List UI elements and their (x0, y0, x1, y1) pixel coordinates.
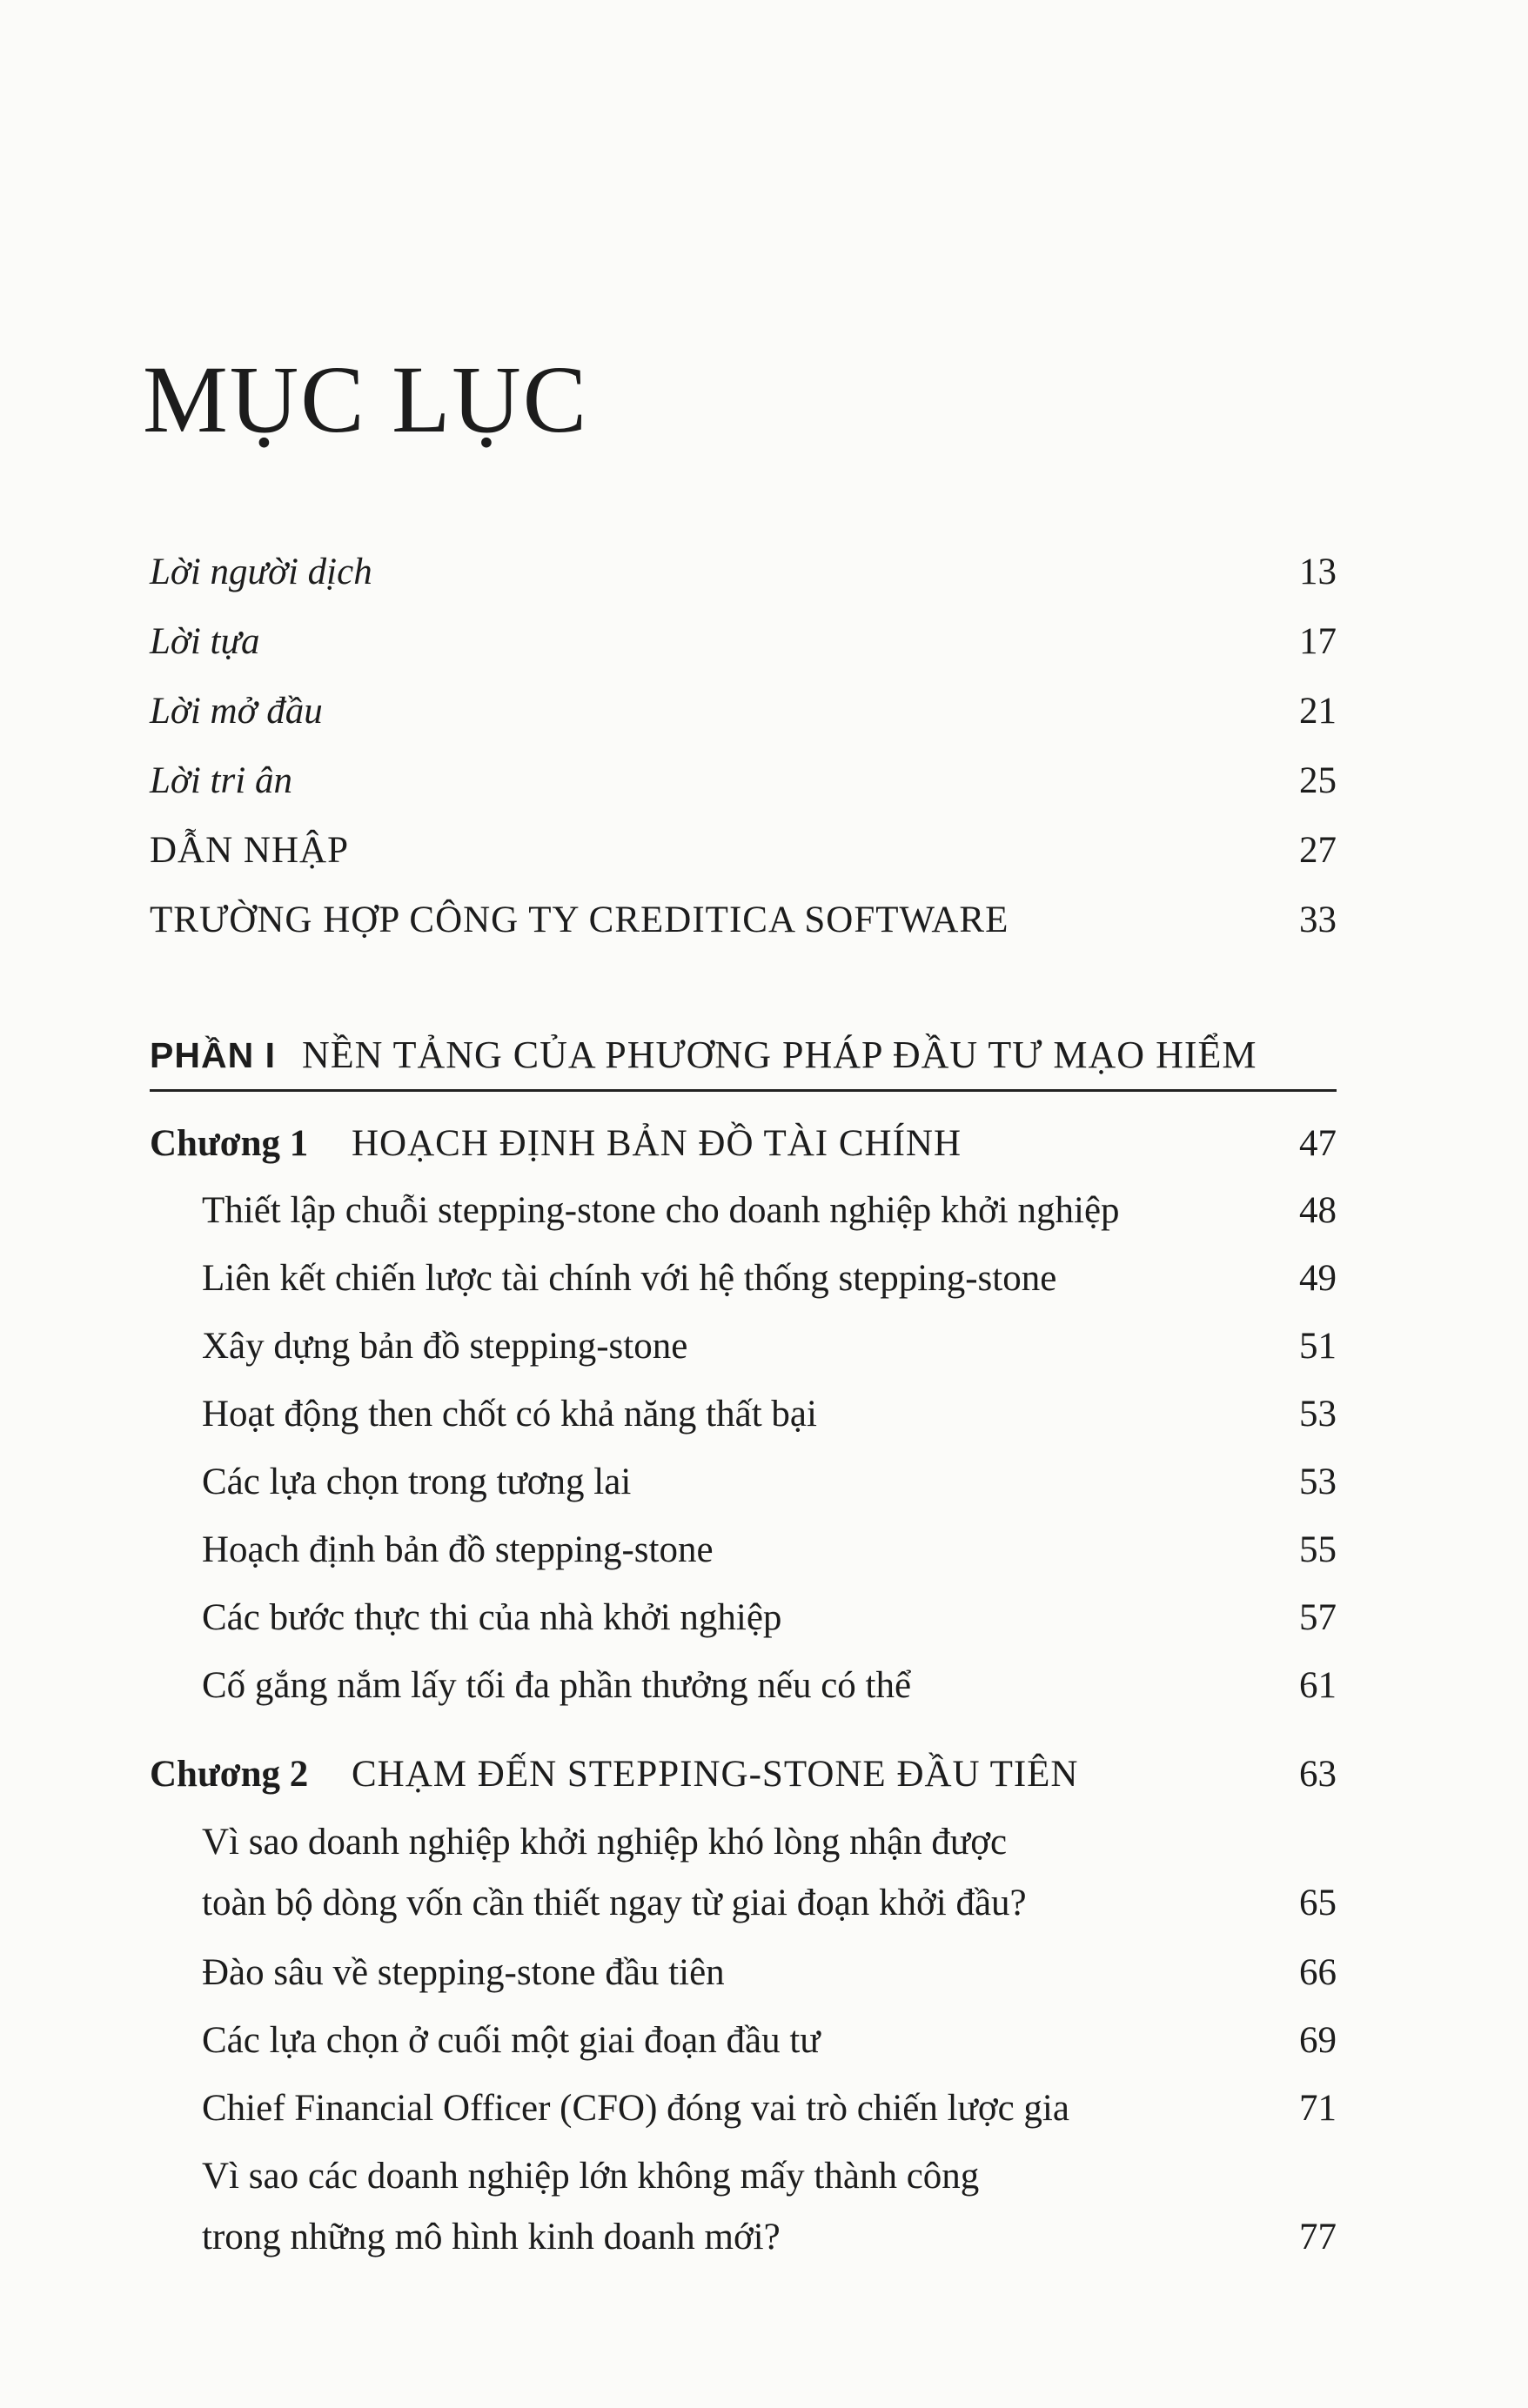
toc-entry-introduction[interactable] (150, 825, 1337, 877)
toc-entry-case-study[interactable] (150, 894, 1337, 946)
toc-page-number: 21 (1299, 691, 1337, 732)
toc-entry-translator-note[interactable] (150, 546, 1337, 599)
page-title: MỤC LỤC (143, 345, 589, 452)
toc-page-number: 48 (1299, 1190, 1337, 1231)
toc-section-label: Các bước thực thi của nhà khởi nghiệp (202, 1597, 782, 1638)
toc-page-number: 65 (1299, 1883, 1337, 1923)
toc-entry-label: TRƯỜNG HỢP CÔNG TY CREDITICA SOFTWARE (150, 900, 1009, 940)
toc-page-number: 47 (1299, 1123, 1337, 1164)
toc-entry-preface[interactable] (150, 616, 1337, 668)
toc-section[interactable] (202, 1456, 1337, 1508)
toc-page-number: 66 (1299, 1952, 1337, 1993)
toc-page-number: 25 (1299, 760, 1337, 801)
toc-section[interactable] (202, 2083, 1337, 2135)
part-heading (150, 1027, 1337, 1092)
part-title: NỀN TẢNG CỦA PHƯƠNG PHÁP ĐẦU TƯ MẠO HIỂM (301, 1033, 1257, 1076)
chapter-number: Chương 1 (150, 1123, 309, 1164)
toc-page-number: 27 (1299, 830, 1337, 871)
toc-chapter-1[interactable] (150, 1118, 1337, 1170)
toc-section-label: Hoạt động then chốt có khả năng thất bại (202, 1394, 817, 1435)
toc-section-label: Vì sao doanh nghiệp khởi nghiệp khó lòng nhận được (202, 1822, 1008, 1863)
toc-section[interactable] (202, 1947, 1337, 1999)
toc-section-label: Chief Financial Officer (CFO) đóng vai trò chiến lược gia (202, 2088, 1069, 2129)
toc-page-number: 77 (1299, 2217, 1337, 2258)
toc-section[interactable] (202, 2015, 1337, 2067)
toc-section[interactable] (202, 1660, 1337, 1712)
toc-entry-label: Lời mở đầu (150, 691, 323, 732)
toc-page-number: 17 (1299, 621, 1337, 662)
chapter-title: CHẠM ĐẾN STEPPING-STONE ĐẦU TIÊN (352, 1754, 1079, 1795)
toc-page-number: 57 (1299, 1597, 1337, 1638)
toc-page-number: 71 (1299, 2088, 1337, 2129)
toc-section-label: Liên kết chiến lược tài chính với hệ thống stepping-stone (202, 1258, 1057, 1299)
toc-page-number: 51 (1299, 1326, 1337, 1367)
toc-section-label-continued: toàn bộ dòng vốn cần thiết ngay từ giai đoạn khởi đầu? (202, 1883, 1027, 1923)
toc-entry-label: Lời tri ân (150, 760, 292, 801)
toc-section[interactable] (202, 1388, 1337, 1441)
toc-section-label: Cố gắng nắm lấy tối đa phần thưởng nếu có thể (202, 1665, 912, 1706)
toc-section-label: Các lựa chọn trong tương lai (202, 1462, 632, 1502)
toc-section[interactable] (202, 1253, 1337, 1305)
toc-page-number: 53 (1299, 1462, 1337, 1502)
toc-section-label: Các lựa chọn ở cuối một giai đoạn đầu tư (202, 2020, 821, 2061)
toc-section[interactable] (202, 1816, 1337, 1930)
toc-section[interactable] (202, 1185, 1337, 1237)
toc-entry-label: Lời người dịch (150, 552, 372, 592)
toc-entry-label: DẪN NHẬP (150, 830, 349, 871)
toc-section-label: Đào sâu về stepping-stone đầu tiên (202, 1952, 725, 1993)
toc-page-number: 63 (1299, 1754, 1337, 1795)
toc-chapter-2[interactable] (150, 1749, 1337, 1801)
toc-page-number: 13 (1299, 552, 1337, 592)
toc-page-number: 55 (1299, 1529, 1337, 1570)
toc-section[interactable] (202, 1524, 1337, 1576)
toc-page-number: 49 (1299, 1258, 1337, 1299)
toc-section[interactable] (202, 1321, 1337, 1373)
toc-page-number: 53 (1299, 1394, 1337, 1435)
toc-section-label: Vì sao các doanh nghiệp lớn không mấy thành công (202, 2156, 980, 2197)
part-label: PHẦN I (150, 1035, 276, 1075)
toc-section[interactable] (202, 1592, 1337, 1644)
toc-section-label: Thiết lập chuỗi stepping-stone cho doanh nghiệp khởi nghiệp (202, 1190, 1120, 1231)
toc-section-label-continued: trong những mô hình kinh doanh mới? (202, 2217, 781, 2258)
toc-section-label: Hoạch định bản đồ stepping-stone (202, 1529, 714, 1570)
chapter-number: Chương 2 (150, 1754, 309, 1795)
toc-page-number: 33 (1299, 900, 1337, 940)
toc-page-number: 61 (1299, 1665, 1337, 1706)
toc-entry-acknowledgements[interactable] (150, 755, 1337, 807)
chapter-title: HOẠCH ĐỊNH BẢN ĐỒ TÀI CHÍNH (352, 1123, 962, 1164)
toc-entry-foreword[interactable] (150, 686, 1337, 738)
toc-section-label: Xây dựng bản đồ stepping-stone (202, 1326, 688, 1367)
toc-entry-label: Lời tựa (150, 621, 260, 662)
toc-page-number: 69 (1299, 2020, 1337, 2061)
toc-section[interactable] (202, 2150, 1337, 2264)
